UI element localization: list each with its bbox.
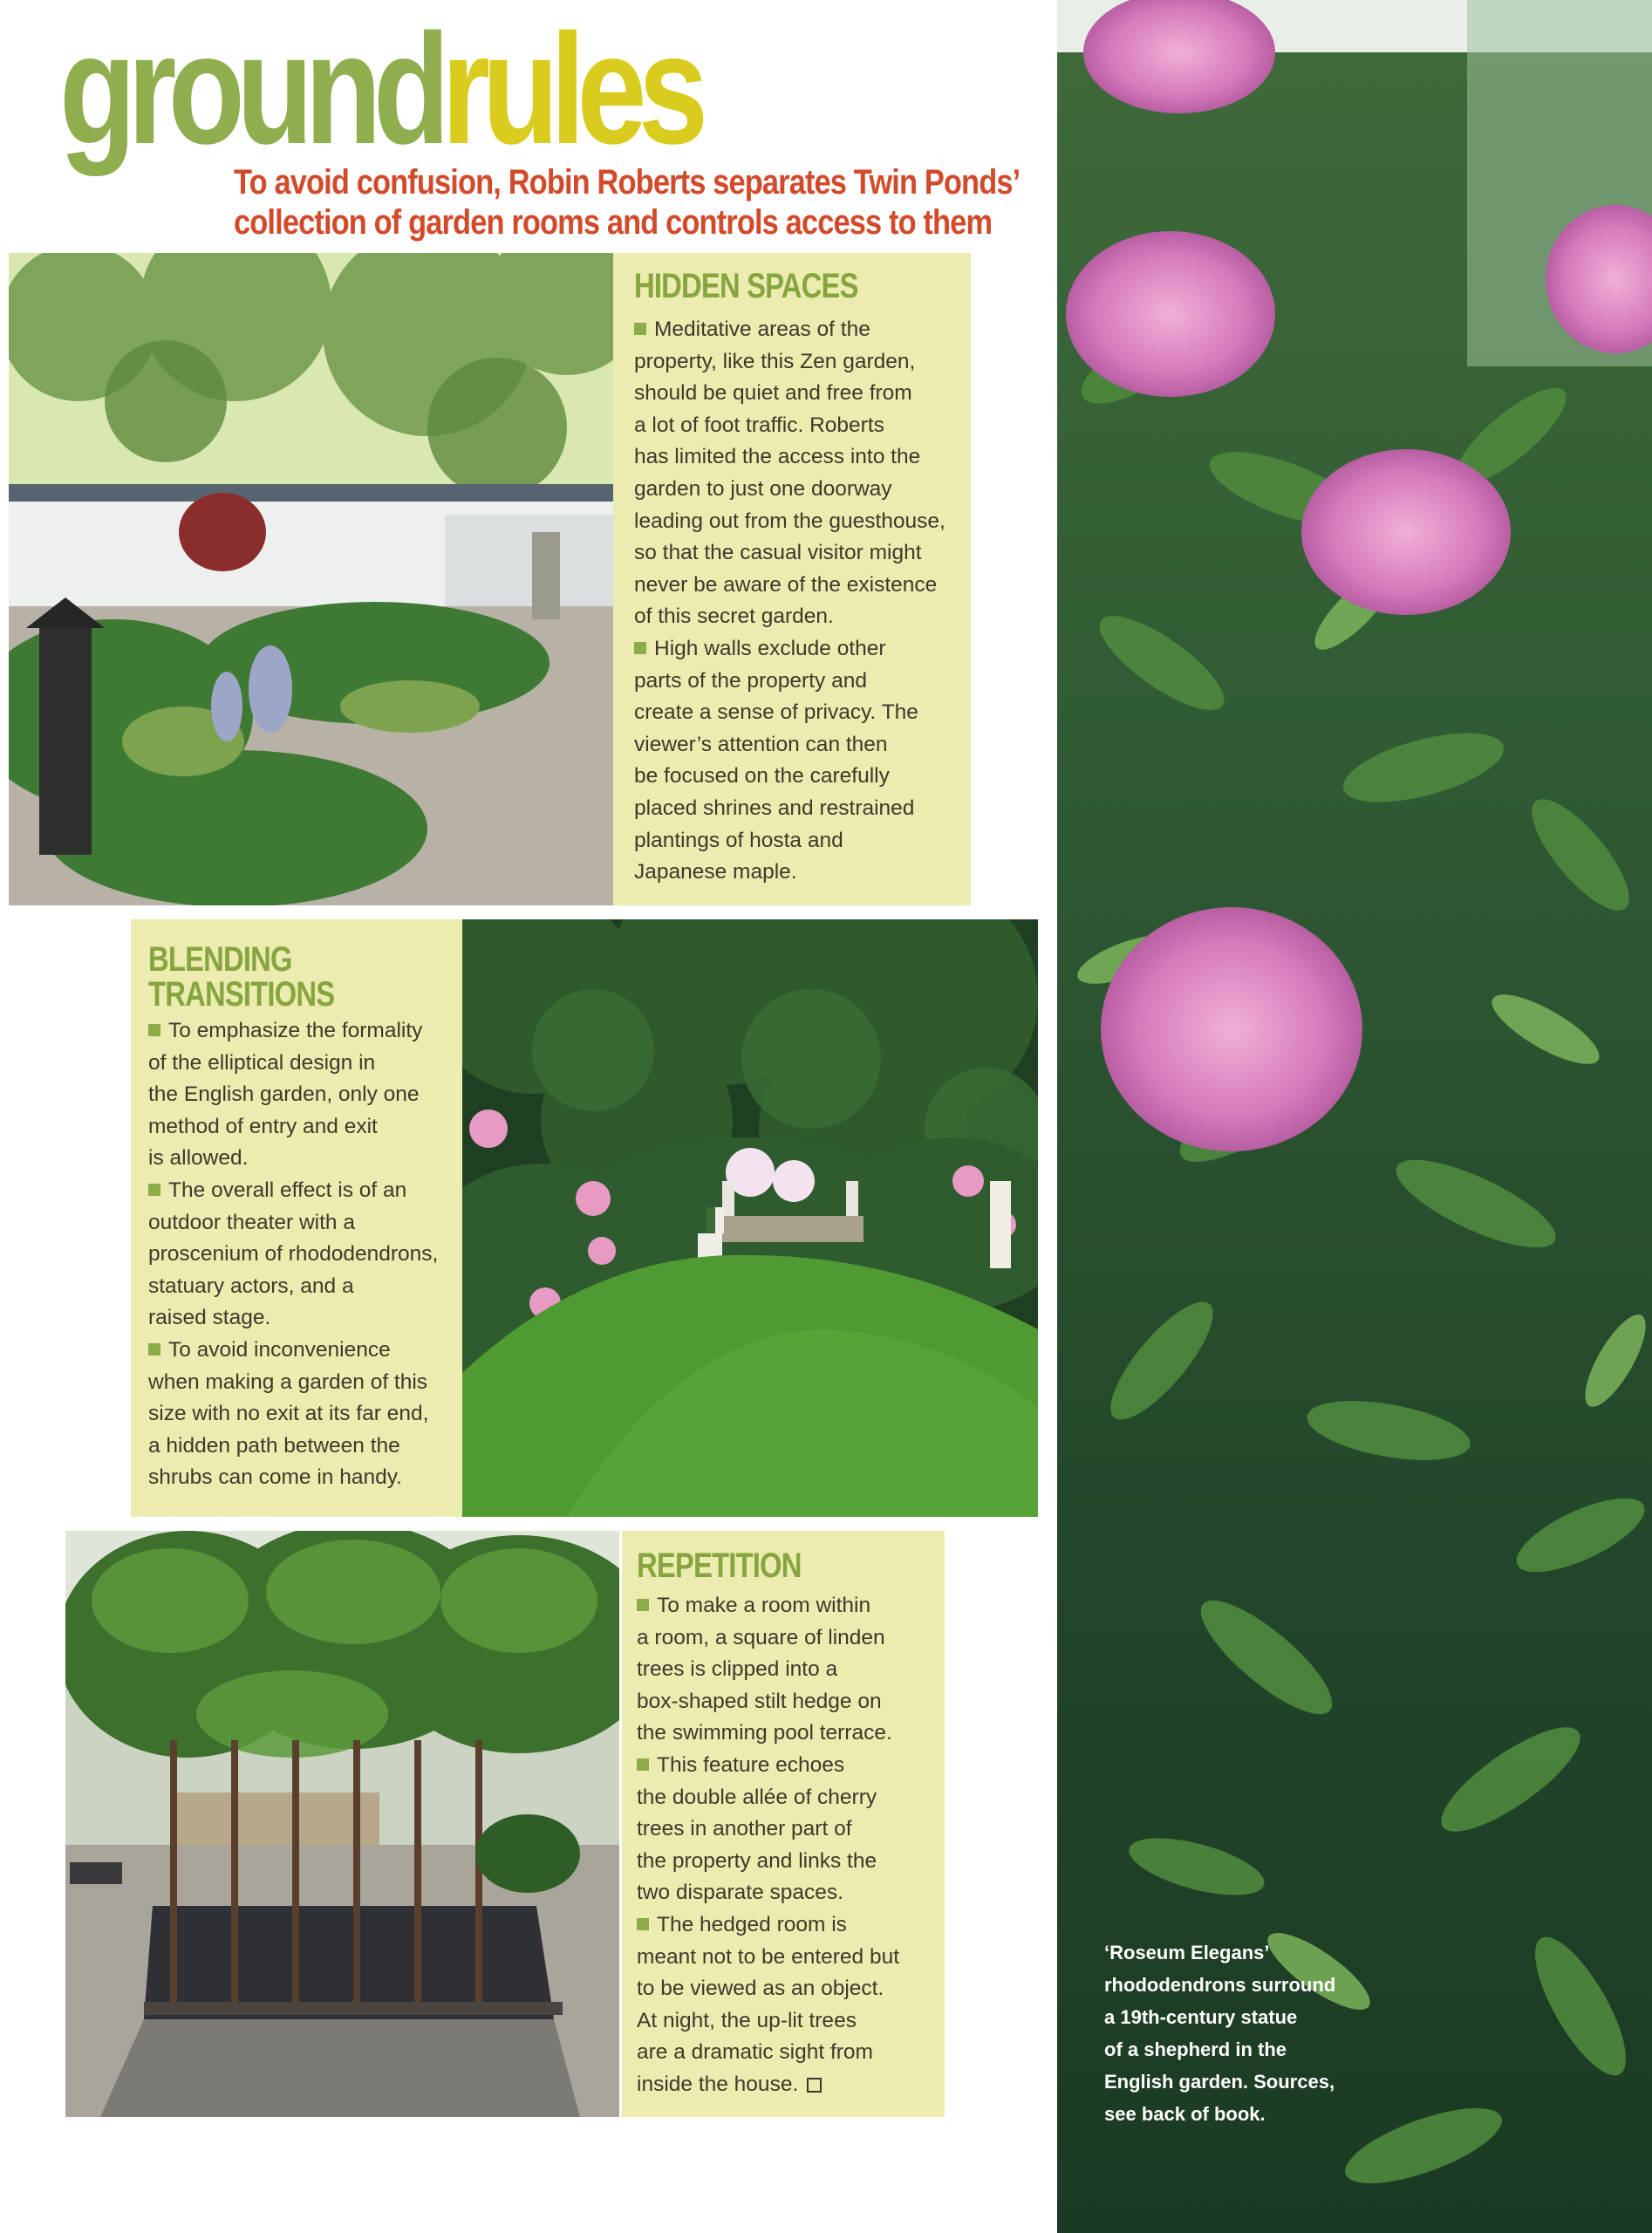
text-line: viewer’s attention can then — [634, 732, 888, 756]
text-line: parts of the property and — [634, 668, 867, 693]
text-line: To emphasize the formality — [168, 1019, 423, 1042]
repetition-title: REPETITION — [637, 1547, 802, 1585]
hidden-spaces-box — [613, 253, 971, 905]
bullet-icon — [148, 1024, 160, 1036]
caption-line: of a shepherd in the — [1104, 2038, 1287, 2060]
bullet-icon — [637, 1758, 649, 1771]
caption-line: ‘Roseum Elegans’ — [1104, 1942, 1270, 1963]
text-line: To make a room within — [657, 1594, 871, 1617]
text-line: trees in another part of — [637, 1817, 852, 1841]
english-garden-photo — [462, 919, 1038, 1517]
bullet-icon — [148, 1343, 160, 1356]
text-line: To avoid inconvenience — [168, 1337, 391, 1362]
bullet-icon — [634, 642, 646, 654]
text-line: the English garden, only one — [148, 1082, 420, 1107]
bullet-icon — [637, 1599, 649, 1611]
text-line: Japanese maple. — [634, 860, 797, 884]
text-line: Meditative areas of the — [654, 318, 870, 341]
deck-line-2: collection of garden rooms and controls access to them — [234, 203, 993, 242]
text-line: At night, the up-lit trees — [637, 2008, 857, 2032]
text-line: trees is clipped into a — [637, 1657, 838, 1682]
zen-garden-photo — [9, 253, 613, 905]
text-line: of this secret garden. — [634, 604, 834, 629]
text-line: High walls exclude other — [654, 636, 886, 660]
linden-hedge-photo — [65, 1531, 619, 2117]
text-line: size with no exit at its far end, — [148, 1402, 429, 1426]
text-line: The overall effect is of an — [168, 1178, 407, 1202]
text-line: a hidden path between the — [148, 1433, 400, 1458]
blending-title-1: BLENDING — [148, 940, 292, 979]
blending-transitions-box — [131, 919, 462, 1517]
text-line: shrubs can come in handy. — [148, 1465, 402, 1490]
end-mark-icon — [807, 2078, 822, 2093]
caption-line: a 19th-century statue — [1104, 2006, 1298, 2028]
text-line: when making a garden of this — [148, 1369, 428, 1394]
text-line: two disparate spaces. — [637, 1881, 843, 1905]
headline — [59, 2, 700, 177]
headline-rules: rules — [441, 2, 700, 177]
text-line: plantings of hosta and — [634, 828, 843, 852]
text-line: to be viewed as an object. — [637, 1977, 884, 2001]
deck-line-1: To avoid confusion, Robin Roberts separates Twin Ponds’ — [234, 163, 1021, 201]
text-line: create a sense of privacy. The — [634, 700, 918, 725]
text-line: outdoor theater with a — [148, 1210, 355, 1234]
text-line: raised stage. — [148, 1306, 271, 1330]
text-line: never be aware of the existence — [634, 572, 938, 597]
text-line: be focused on the carefully — [634, 764, 890, 789]
bullet-icon — [634, 323, 646, 335]
text-line: proscenium of rhododendrons, — [148, 1242, 439, 1267]
text-line: should be quiet and free from — [634, 381, 912, 406]
text-line: has limited the access into the — [634, 445, 921, 469]
hidden-spaces-text — [634, 314, 962, 889]
text-line: of the elliptical design in — [148, 1050, 376, 1075]
text-line: are a dramatic sight from — [637, 2040, 873, 2065]
text-line: the property and links the — [637, 1848, 877, 1873]
text-line: meant not to be entered but — [637, 1944, 900, 1969]
headline-ground: ground — [59, 2, 442, 177]
photo-caption — [1104, 1936, 1366, 2130]
caption-line: English garden. Sources, — [1104, 2071, 1335, 2093]
text-line: statuary actors, and a — [148, 1274, 354, 1298]
text-line: leading out from the guesthouse, — [634, 509, 945, 533]
repetition-text — [637, 1590, 938, 2101]
text-line: is allowed. — [148, 1146, 249, 1171]
text-line: method of entry and exit — [148, 1114, 378, 1138]
bullet-icon — [148, 1184, 160, 1196]
text-line: garden to just one doorway — [634, 476, 892, 501]
text-line: a lot of foot traffic. Roberts — [634, 413, 884, 437]
blending-title-2: TRANSITIONS — [148, 975, 335, 1014]
caption-line: see back of book. — [1104, 2103, 1266, 2125]
text-line: inside the house. — [637, 2072, 799, 2096]
text-line: box-shaped stilt hedge on — [637, 1689, 882, 1713]
hidden-spaces-title: HIDDEN SPACES — [634, 267, 858, 305]
text-line: The hedged room is — [657, 1912, 847, 1936]
repetition-box — [622, 1531, 945, 2117]
caption-line: rhododendrons surround — [1104, 1974, 1336, 1996]
rhododendron-photo — [1057, 0, 1652, 2233]
deck — [234, 162, 1054, 242]
text-line: so that the casual visitor might — [634, 541, 922, 565]
text-line: the swimming pool terrace. — [637, 1721, 892, 1745]
text-line: This feature echoes — [657, 1752, 845, 1777]
text-line: placed shrines and restrained — [634, 796, 915, 820]
blending-text — [148, 1015, 455, 1494]
text-line: property, like this Zen garden, — [634, 349, 916, 373]
text-line: the double allée of cherry — [637, 1785, 877, 1809]
text-line: a room, a square of linden — [637, 1625, 885, 1649]
bullet-icon — [637, 1918, 649, 1930]
